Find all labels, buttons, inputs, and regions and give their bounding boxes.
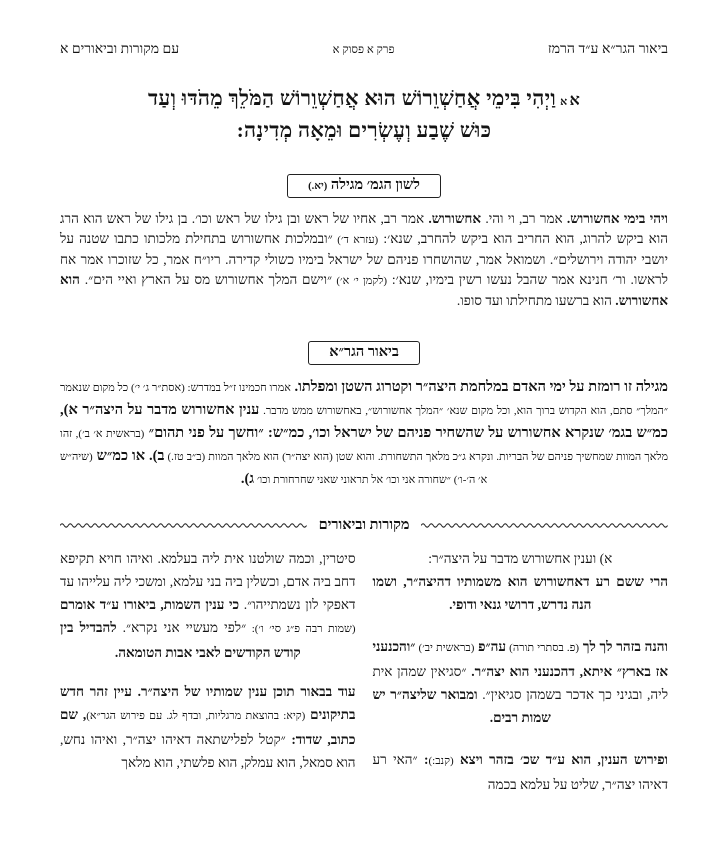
text-run: (בראשית יב׳) [415, 642, 475, 654]
gemara-box-page-ref: (יא.) [308, 181, 328, 192]
text-run: הוא אחשורוש. [60, 272, 668, 308]
text-run: (בראשית א׳ ב׳), זהו מלאך המוות שמחשיך פניהם של הבריות. ונקרא ג״כ מלאך התשחורת. והוא שטן (הוא יצה״ר) הוא מלאך המוות (ב״ב טז.) [60, 428, 668, 463]
text-run: הרי ששם רע דאחשורוש הוא משמותיו דהיצה״ר, ושמו הנה נדרש, דרושי גנאי ודופי. [372, 574, 668, 612]
sources-divider-label: מקורות וביאורים [318, 517, 410, 533]
text-run: עוד בבאור תוכן ענין שמותיו של היצה״ר. עיין זהר חדש בתיקונים [60, 684, 356, 722]
gra-commentary-paragraph [60, 376, 668, 491]
verse-esther-1-1 [60, 84, 668, 144]
text-run: ופירוש הענין, הוא ע״ד שכ׳ בזהר ויצא [453, 752, 668, 767]
text-run: והנה בזהר לך לך [579, 639, 669, 654]
note-a-zohar-vayetze [373, 748, 669, 796]
header-subtitle: עם מקורות וביאורים א [60, 42, 180, 57]
text-run: ״ובמלכות אחשורוש בתחילת מלכותו כתבו שטנה על יושבי יהודה וירושלים״. ושמואל אמר, שהושחרו פניהם של ישראל בימיו כשולי קדירה. ריו״ח אמר, כל שזוכרו אמר אח לראשו. ור׳ חנינא אמר שהבל נעשו רשין בימיו, שנא׳: [60, 231, 668, 287]
verse-line-2: כּוּשׁ שֶׁבַע וְעֶשְׂרִים וּמֵאָה מְדִינָה: [236, 118, 492, 142]
note-a-zohar-lech-lecha [373, 635, 669, 729]
text-run: ג). [240, 471, 255, 487]
text-run: ענין אחשורוש מדבר על היצה״ר א), כמ״ש בגמ׳ שנקרא אחשורוש על שהשחיר פניהם של ישראל וכו׳, כמ״ש: ״וחשך על פני תהום״ [60, 402, 668, 441]
text-run: ״סגיאין שמהן אית ליה, ובגיני כך אדכר בשמהן סגיאין״. [372, 664, 669, 702]
text-run: ב). או כמ״ש [92, 448, 165, 464]
text-run: , שם כתוב, שדוד: [60, 707, 356, 747]
gemara-text-paragraph [60, 209, 668, 311]
text-run: (שיה״ש א׳ ה׳-ו׳) ״שחורה אני וכו׳ אל תראוני שאני שחרחורת וכו׳ [60, 451, 488, 486]
sources-divider [60, 517, 668, 534]
text-run: אמרו חכמינו ז״ל במדרש: (אסת״ר ג׳ י׳) כל מקום שנאמר ״המלך״ סתם, הוא הקדוש ברוך הוא, וכל מקום שנא׳ ״המלך אחשורוש״, באחשורוש ממש מדבר. [60, 382, 668, 417]
text-run: כי ענין השמות, ביאורו ע״ד אומרם [60, 597, 240, 612]
header-book-title: ביאור הגר״א ע״ד הרמז [547, 42, 668, 57]
note-a-body [373, 570, 669, 616]
verse-text-line-1: וַיְהִי בִּימֵי אֲחַשְׁוֵרוֹשׁ הוּא אֲחַשְׁוֵרוֹשׁ הַמֹּלֵךְ מֵהֹדּוּ וְעַד [147, 86, 557, 110]
sources-left-column [60, 547, 356, 796]
text-run: סיטרין, וכמה שולטנו אית ליה בעלמא. ואיהו חויא תקיפא דחב ביה אדם, וכשלין ביה בני עלמא, ומשכי ליה עלייהו עד דאפקי לון נשמתייהו״. [60, 551, 356, 612]
text-run: (עזרא ד׳) [332, 234, 379, 246]
chapter-letter: א [569, 92, 581, 109]
text-run: להבדיל בין קודש הקודשים לאבי אבות הטומאה. [60, 620, 301, 660]
sources-right-column [373, 547, 669, 796]
verse-line-1 [60, 84, 668, 116]
text-run: ״והכנעני אז בארץ״ איתא, דהכנעני הוא יצה״ר. [372, 639, 668, 679]
text-run: ויהי בימי אחשורוש. [562, 211, 668, 226]
gemara-box-title: לשון הגמ׳ מגילה [330, 177, 420, 193]
text-run: (לקמן י׳ א׳) [332, 275, 388, 287]
page-header [60, 0, 668, 58]
section-header-gemara-box [287, 174, 441, 198]
text-run: (פ. בסתרי תורה) [506, 642, 580, 654]
text-run: ומבואר שליצה״ר יש שמות רבים. [372, 687, 551, 725]
text-run: ״וישם המלך אחשורוש מס על הארץ ואיי הים״. [79, 272, 333, 287]
header-chapter-verse-ref: פרק א פסוק א [332, 44, 395, 56]
gra-box-title: ביאור הגר״א [329, 344, 399, 360]
divider-wave-left [60, 521, 307, 530]
text-run: ״האי רע דאיהו יצה״ר, שליט על עלמא בכמה [372, 752, 668, 792]
text-run: (קיא: בהוצאת מרגליות, ובדף לג. עם פירוש הגר״א) [86, 710, 306, 722]
note-a-zohar-chadash [60, 680, 356, 774]
text-run: ״קטל לפלישתאה דאיהו יצה״ר, ואיהו נחש, הוא סמאל, הוא עמלק, הוא פלשתי, הוא מלאך [60, 732, 356, 770]
sources-columns [60, 547, 668, 796]
text-run: הוא ברשעו מתחילתו ועד סופו. [456, 293, 612, 308]
text-run: : [417, 752, 429, 767]
section-header-gra-box [308, 341, 420, 365]
text-run: מגילה זו רומזת על ימי האדם במלחמת היצה״ר וקטרוג השטן ומפלתו. [290, 379, 669, 395]
note-a-continuation [60, 547, 356, 664]
text-run: עה״פ [474, 639, 507, 654]
text-run: אמר רב, וי והי. [481, 211, 563, 226]
text-run: אחשורוש. [424, 211, 482, 226]
text-run: אמר רב, אחיו של ראש ובן גילו של ראש וכו׳. בן גילו של ראש הוא הרג הוא ביקש להרוג, הוא החריב הוא ביקש להחרב, שנא׳: [60, 211, 668, 246]
verse-letter: א [560, 96, 568, 108]
text-run: (קנב:) [428, 755, 454, 767]
text-run: ״לפי מעשיי אני נקרא״. [116, 620, 247, 635]
divider-wave-right [421, 521, 668, 530]
text-run: (שמות רבה פ״ג סי׳ ו׳): [246, 623, 356, 635]
note-a-header: א) וענין אחשורוש מדבר על היצה״ר: [428, 551, 613, 566]
